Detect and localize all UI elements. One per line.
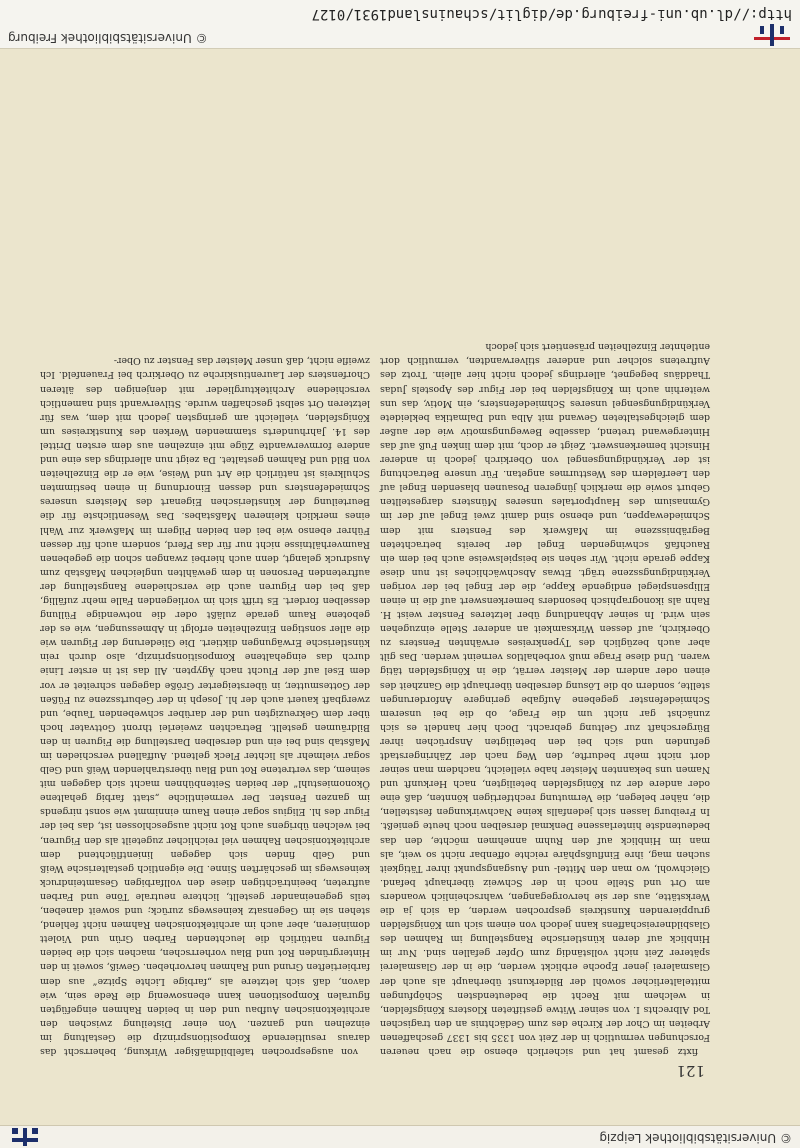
viewer-bottom-bar	[0, 0, 800, 49]
library-copyright-label: © Universitätsbibliothek Leipzig	[599, 1131, 792, 1145]
footer-copyright: © Universitätsbibliothek Freiburg	[8, 31, 208, 45]
page-number: 121	[676, 1062, 705, 1080]
left-column-text: fixtz gesamt hat und sicherlich ebenso die nach neueren Forschungen vermutlich in der Zeit von 1335 bis 1337 geschaffenen Arbeiten im Chor der Kirche des zum Gedächtnis an den tragischen Tod Albrechts I. von seiner Witwe gestifteten Klosters Königsfelden, in welchem mit Recht die bedeutendsten Schöpfungen mittelalterlicher sowohl der Bilderkunst überhaupt als auch der Glasmalerei jener Epoche erblickt werden, die in der Glasmalerei späterer Zeit nicht vollständig zum Opfer gefallen sind. Nur im Hinblick auf deren künstlerische Rangstellung im Rahmen des Glasbildnereischaffens kann jedoch von einem sich um Königsfelden gruppierenden Kunstkreis gesprochen werden, da sich ja die Werkstätte, aus der sie hervorgegangen, wahrscheinlich woanders am Ort und Stelle noch in der Schweiz überhaupt befand. Gleichwohl, wo man den Mittel- und Ausgangspunkt ihrer Tätigkeit suchen mag, ihre Einflußsphäre reichte offenbar nicht so weit, als man im Hinblick auf den Ruhm annehmen möchte, den das bedeutendste hinterlassene Denkmal derselben noch heute genießt. In Freiburg lassen sich jedenfalls keine Nachwirkungen feststellen, die, näher belegen, die Vermutung rechtfertigen könnten, daß eine oder andere der zu Königsfelden beteiligten, nach Herkunft und Namen uns bekannten Meister habe vielleicht, nachdem man seiner dort nicht mehr bedurfte, den Weg nach der Zähringerstadt gefunden und sich bei den beteiligten Ansprüchen ihrer Bürgerschaft zur Geltung gebracht. Doch hier handelt es sich zunächst gar nicht um die Frage, ob die bei unserem Schmiedefenster gegebene Aufgabe geringere Anforderungen stellte, sondern ob die Lösung derselben überhaupt die Ganzheit des einen oder andern der Meister verrät, die in Königsfelden tätig waren. Und diese Frage muß vorbehaltlos verneint werden. Das gilt aber auch bezüglich des Typenkreises erwähnten Fensters zu Oberkirch, auf dessen Wirksamkeit an anderer Stelle einzugehen sein wird. In seiner Abhandlung über letzteres Fenster weist H. Rahn als ikonographisch besonders bemerkenswert auf die in einen Ellipsenspiegel endigende Kappe, die der Engel bei der vorigen Verkündigungsszene trägt. Etwas Abschwächliches ist nun diese Kappe gerade nicht. Wir sehen sie beispielsweise auch bei dem ein Rauchfaß schwingenden Engel der bereits betrachteten Begräbnisszene im Maßwerk des Fensters mit dem Schmiedewappen, und ebenso sind damit zwei Engel auf der im Gymnasium des Hauptportales unseres Münsters dargestellten Geburt sowie die merklich jüngeren Posaunen blasenden Engel auf den Leerfeldern des Westturmes angetan. Für unsere Betrachtung ist der Verkündigungsengel von Oberkirch jedoch in anderer Hinsicht bemerkenswert. Zeigt er doch, mit dem linken Fuß auf das Hintergewand tretend, dasselbe Bewegungsmotiv wie der außer dem gleichgestalteten Gewand mit Alba und Dalmatika bekleidete Verkündigungsengel unseres Schmiedefensters, ein Motiv, das uns weiterhin auch im Königsfelden bei der Figur des Apostels Judas Thaddäus begegnet, allerdings jedoch nicht hier allein. Trotz des Auftretens solcher und anderer stilverwandten, vermutlich dort entlehnter Einzelheiten präsentiert sich jedoch	[380, 341, 710, 1057]
text-column-right	[40, 353, 370, 1058]
text-column-left	[380, 339, 710, 1058]
library-logo-icon	[12, 1128, 38, 1146]
freiburg-logo-icon	[752, 24, 792, 46]
digital-object-url[interactable]: http://dl.ub.uni-freiburg.de/diglit/schauinsland1931/0127	[311, 6, 792, 22]
right-column-text: von ausgesprochen tafelbildmäßiger Wirkung, beherrscht das daraus resultierende Kompositionsprinzip die Gestaltung im einzelnen und ganzen. Von einer Disteilung zwischen den architektonischen Aufbau und den in beiden Rahmen eingefügten figuralen Kompositionen kann ebensowenig die Rede sein, wie davon, daß sich letztere als „farbige Lichte Spitze“ aus dem farbiertieften Grund und Rahmen hervorheben. Gewiß, soweit in den Hintergründen Rot und Blau vorherrschen, machen sich die beiden Figuren natürlich die leuchtenden Farben Grün und Violett dominieren, aber auch im architektonischen Rahmen nicht fehlend, stehen sie im Gegensatz keineswegs zurück; und soweit daneben, teils gegeneinander gestellt, lichtere neutrale Töne und Farben auftreten, beeinträchtigen diese den vollfarbigen Gesamteindruck keineswegs im geschärften Sinne. Die eigentlich gestalterische Weiß und Gelb finden sich dagegen linientflüchtend dem architektonischen Rahmen viel reichlicher zugeteilt als den Figuren, bei welchen übrigens auch Rot nicht ausgeschlossen ist, das bei der Figur des hl. Eligius sogar einen Raum einnimmt wie sonst nirgends im ganzen Fenster. Der vermeintliche „statt farbig gehaltene Ökonomiestuhl“ der beiden Seitenbühnen macht sich dagegen mit seinem, das vertretene Rot und Blau überstrahlenden Weiß und Gelb sogar vielmehr als lichter Fleck geltend. Auffallend verschieden im Maßstab sind bei ein und derselben Darstellung die Figuren in den Bildräumen gestellt. Betrachten zweierlei thront Gottvater hoch über dem Gekreuzigten und der darüber schwebenden Taube, und zwergbaft kauert auch der hl. Joseph in der Geburtsszene zu Füßen der Gottesmutter, in übersteigerter Größe dagegen schreitet er vor dem Esel auf der Flucht nach Ägypten. All das ist in erster Linie durch das eingehaltene Kompositionsprinzip, also durch rein künstlerische Erwägungen diktiert. Die Gliederung der Figuren wie die aller sonstigen Einzelheiten erfolgt in Abmessungen, wie es der gebotene Raum gerade zuläßt oder die notwendige Füllung desselben fordert. Es trifft sich im vorliegenden Falle mehr zufällig, daß bei den Figuren auch die verschiedene Rangstellung der auftretenden Personen in dem gewählten ungleichen Maßstab zum Ausdruck gelangt, denn auch hierbei zwangen schon die gegebenen Raumverhältnisse nicht nur für das Pferd, sondern auch für dessen Führer ebenso wie bei den beiden Pilgern im Maßwerk zur Wahl eines merklich kleineren Maßstabes. Das Wesentlichste für die Beurteilung der künstlerischen Eigenart des Meisters unseres Schmiedefensters und dessen Einordnung in einen bestimmten Schulkreis ist natürlich die Art und Weise, wie er die Einzelheiten von Bild und Rahmen gestaltet. Da zeigt nun allerdings das eine und andere formverwandte Züge mit einzelnen aus dem ersten Drittel des 14. Jahrhunderts stammenden Werken des Kunstkreises um Königsfelden, vielleicht am geringsten jedoch mit dem, was für letzteren Ort selbst geschaffen wurde. Stilverwandt sind namentlich verschiedene Architekturglieder mit denjenigen des älteren Chorfensters der Laurentiuskirche zu Oberkirch bei Frauenfeld. Ich zweifle nicht, daß unser Meister das Fenster zu Ober-	[40, 355, 370, 1057]
viewer-top-bar	[0, 1125, 800, 1148]
